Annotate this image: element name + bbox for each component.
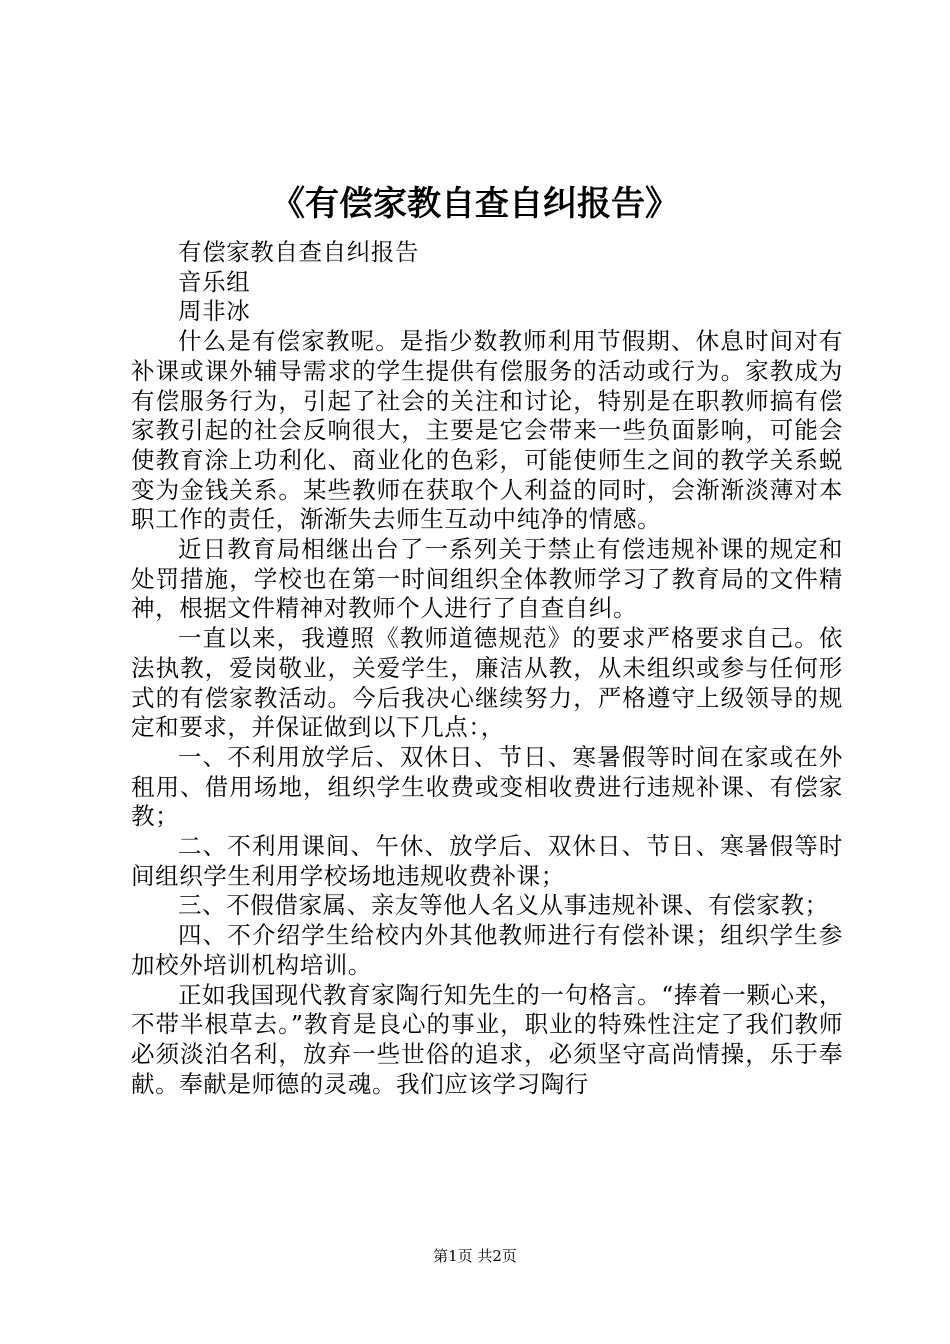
author-paragraph: 周非冰 bbox=[178, 297, 251, 326]
group-paragraph: 音乐组 bbox=[178, 267, 251, 296]
body-paragraph: 三、不假借家属、亲友等他人名义从事违规补课、有偿家教； bbox=[178, 891, 829, 920]
subtitle-paragraph: 有偿家教自查自纠报告 bbox=[178, 238, 419, 266]
body-paragraph: 什么是有偿家教呢。是指少数教师利用节假期、休息时间对有补课或课外辅导需求的学生提供有偿服务的活动或行为。家教成为有偿服务行为，引起了社会的关注和讨论，特别是在职教师搞有偿家教引起的社会反响很大，主要是它会带来一些负面影响，可能会使教育涂上功利化、商业化的色彩，可能使师生之间的教学关系蜕变为金钱关系。某些教师在获取个人利益的同时，会渐渐淡薄对本职工作的责任，渐渐失去师生互动中纯净的情感。 bbox=[131, 327, 843, 534]
body-paragraph: 正如我国现代教育家陶行知先生的一句格言。“捧着一颗心来，不带半根草去。”教育是良心的事业，职业的特殊性注定了我们教师必须淡泊名利，放弃一些世俗的追求，必须坚守高尚情操，乐于奉献。奉献是师德的灵魂。我们应该学习陶行 bbox=[131, 980, 843, 1098]
body-paragraph: 近日教育局相继出台了一系列关于禁止有偿违规补课的规定和处罚措施，学校也在第一时间组织全体教师学习了教育局的文件精神，根据文件精神对教师个人进行了自查自纠。 bbox=[131, 535, 843, 623]
body-paragraph: 二、不利用课间、午休、放学后、双休日、节日、寒暑假等时间组织学生利用学校场地违规收费补课； bbox=[131, 832, 843, 890]
document-body bbox=[131, 238, 843, 1099]
body-paragraph: 四、不介绍学生给校内外其他教师进行有偿补课；组织学生参加校外培训机构培训。 bbox=[131, 921, 843, 979]
page-footer: 第1页 共2页 bbox=[433, 1247, 517, 1265]
body-paragraph: 一、不利用放学后、双休日、节日、寒暑假等时间在家或在外租用、借用场地，组织学生收费或变相收费进行违规补课、有偿家教； bbox=[131, 742, 843, 831]
body-paragraph: 一直以来，我遵照《教师道德规范》的要求严格要求自己。依法执教，爱岗敬业，关爱学生，廉洁从教，从未组织或参与任何形式的有偿家教活动。今后我决心继续努力，严格遵守上级领导的规定和要求，并保证做到以下几点：， bbox=[131, 624, 843, 742]
document-title: 《有偿家教自查自纠报告》 bbox=[271, 184, 679, 224]
